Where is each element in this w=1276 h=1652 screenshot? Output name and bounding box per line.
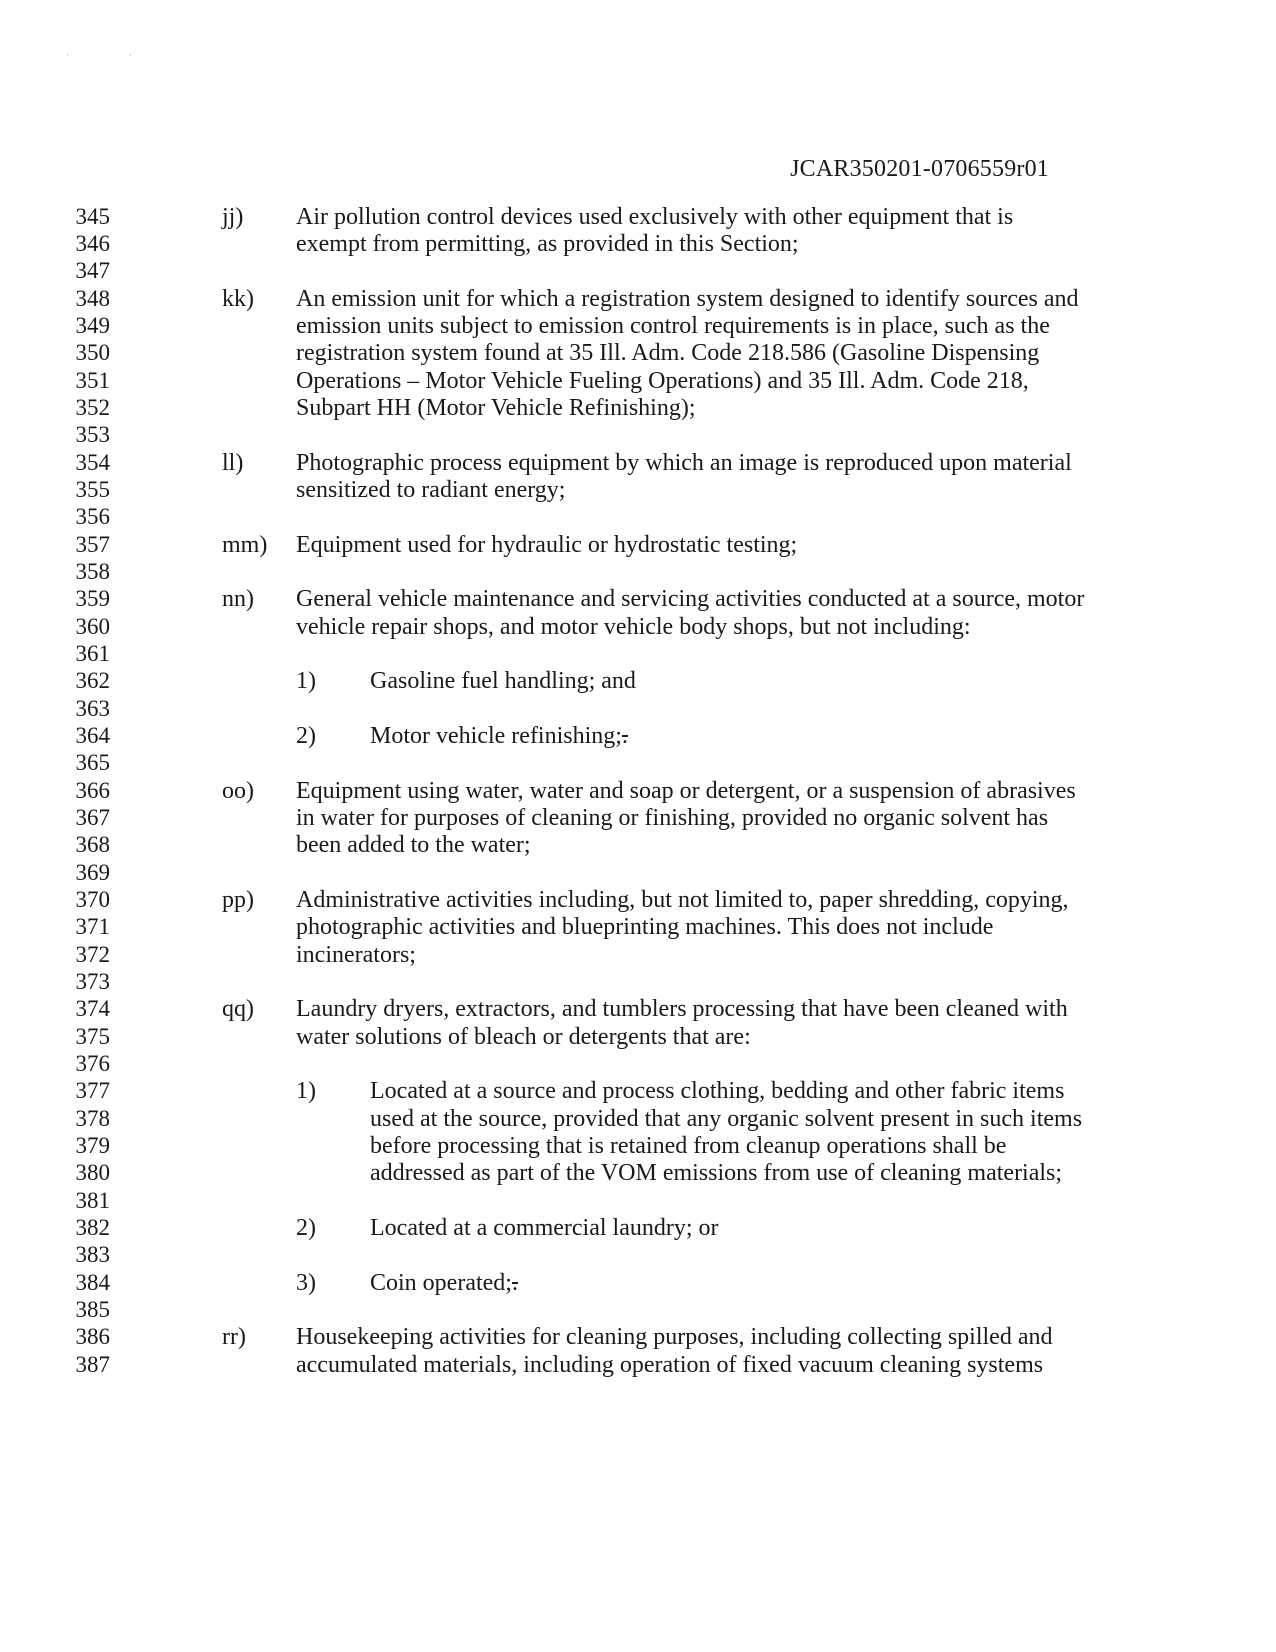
item-oo-line: been added to the water; [296, 832, 531, 858]
subitem-line: Motor vehicle refinishing; [370, 723, 622, 749]
item-kk-line: Subpart HH (Motor Vehicle Refinishing); [296, 395, 696, 421]
line-number: 353 [75, 422, 110, 447]
item-label-nn: nn) [222, 586, 254, 612]
subitem-line: before processing that is retained from cleanup operations shall be [370, 1133, 1007, 1159]
line-number: 374 [75, 996, 110, 1021]
item-nn-line: vehicle repair shops, and motor vehicle body shops, but not including: [296, 614, 971, 640]
item-qq-line: water solutions of bleach or detergents that are: [296, 1024, 751, 1050]
line-number: 382 [75, 1215, 110, 1240]
line-number: 373 [75, 969, 110, 994]
subitem-label: 1) [296, 668, 316, 694]
item-nn-line: General vehicle maintenance and servicing activities conducted at a source, motor [296, 586, 1085, 612]
line-number: 352 [75, 395, 110, 420]
line-number: 370 [75, 887, 110, 912]
line-number: 357 [75, 532, 110, 557]
line-number: 372 [75, 942, 110, 967]
subitem-line-with-strike [370, 722, 628, 750]
item-mm-line: Equipment used for hydraulic or hydrostatic testing; [296, 532, 798, 558]
item-oo-line: in water for purposes of cleaning or finishing, provided no organic solvent has [296, 805, 1049, 831]
line-number: 385 [75, 1297, 110, 1322]
item-qq-line: Laundry dryers, extractors, and tumblers processing that have been cleaned with [296, 996, 1068, 1022]
item-ll-line: sensitized to radiant energy; [296, 477, 566, 503]
line-number: 355 [75, 477, 110, 502]
line-number: 371 [75, 914, 110, 939]
line-number: 379 [75, 1133, 110, 1158]
item-jj-line: exempt from permitting, as provided in this Section; [296, 231, 799, 257]
line-number: 369 [75, 860, 110, 885]
item-pp-line: incinerators; [296, 942, 416, 968]
line-number: 378 [75, 1106, 110, 1131]
line-number: 348 [75, 286, 110, 311]
item-label-qq: qq) [222, 996, 254, 1022]
item-label-kk: kk) [222, 286, 254, 312]
subitem-label: 2) [296, 1215, 316, 1241]
line-number: 361 [75, 641, 110, 666]
scan-specks: · · [66, 50, 132, 60]
item-label-oo: oo) [222, 778, 254, 804]
line-number: 364 [75, 723, 110, 748]
item-rr-line: accumulated materials, including operation of fixed vacuum cleaning systems [296, 1352, 1044, 1378]
line-number: 360 [75, 614, 110, 639]
item-kk-line: emission units subject to emission control requirements is in place, such as the [296, 313, 1050, 339]
item-label-rr: rr) [222, 1324, 246, 1350]
line-number: 366 [75, 778, 110, 803]
item-rr-line: Housekeeping activities for cleaning purposes, including collecting spilled and [296, 1324, 1053, 1350]
item-kk-line: An emission unit for which a registration system designed to identify sources and [296, 286, 1079, 312]
struck-punctuation: . [511, 1270, 518, 1296]
line-number: 380 [75, 1160, 110, 1185]
line-number: 358 [75, 559, 110, 584]
subitem-label: 3) [296, 1270, 316, 1296]
line-number: 354 [75, 450, 110, 475]
line-number: 345 [75, 204, 110, 229]
line-number: 375 [75, 1024, 110, 1049]
subitem-label: 2) [296, 723, 316, 749]
line-number: 351 [75, 368, 110, 393]
line-number: 368 [75, 832, 110, 857]
line-number: 347 [75, 258, 110, 283]
line-number: 386 [75, 1324, 110, 1349]
line-number: 363 [75, 696, 110, 721]
item-jj-line: Air pollution control devices used exclusively with other equipment that is [296, 204, 1014, 230]
line-number: 349 [75, 313, 110, 338]
subitem-line: Located at a source and process clothing, bedding and other fabric items [370, 1078, 1065, 1104]
item-kk-line: registration system found at 35 Ill. Adm. Code 218.586 (Gasoline Dispensing [296, 340, 1040, 366]
line-number: 346 [75, 231, 110, 256]
item-pp-line: Administrative activities including, but not limited to, paper shredding, copying, [296, 887, 1069, 913]
document-id: JCAR350201-0706559r01 [790, 156, 1049, 182]
subitem-label: 1) [296, 1078, 316, 1104]
item-label-mm: mm) [222, 532, 268, 558]
item-pp-line: photographic activities and blueprinting machines. This does not include [296, 914, 994, 940]
line-number: 367 [75, 805, 110, 830]
subitem-line: Coin operated; [370, 1270, 512, 1296]
subitem-line: Located at a commercial laundry; or [370, 1215, 719, 1241]
subitem-line: Gasoline fuel handling; and [370, 668, 636, 694]
line-number: 359 [75, 586, 110, 611]
line-number: 384 [75, 1270, 110, 1295]
item-ll-line: Photographic process equipment by which an image is reproduced upon material [296, 450, 1072, 476]
line-number: 387 [75, 1352, 110, 1377]
line-number: 376 [75, 1051, 110, 1076]
line-number: 381 [75, 1188, 110, 1213]
line-number: 383 [75, 1242, 110, 1267]
line-number: 350 [75, 340, 110, 365]
subitem-line-with-strike [370, 1269, 518, 1297]
line-number: 362 [75, 668, 110, 693]
item-label-ll: ll) [222, 450, 244, 476]
item-label-jj: jj) [222, 204, 244, 230]
line-number: 377 [75, 1078, 110, 1103]
item-oo-line: Equipment using water, water and soap or detergent, or a suspension of abrasives [296, 778, 1076, 804]
item-kk-line: Operations – Motor Vehicle Fueling Operations) and 35 Ill. Adm. Code 218, [296, 368, 1029, 394]
struck-punctuation: . [621, 723, 628, 749]
line-number: 356 [75, 504, 110, 529]
item-label-pp: pp) [222, 887, 254, 913]
subitem-line: used at the source, provided that any organic solvent present in such items [370, 1106, 1083, 1132]
subitem-line: addressed as part of the VOM emissions from use of cleaning materials; [370, 1160, 1063, 1186]
line-number: 365 [75, 750, 110, 775]
